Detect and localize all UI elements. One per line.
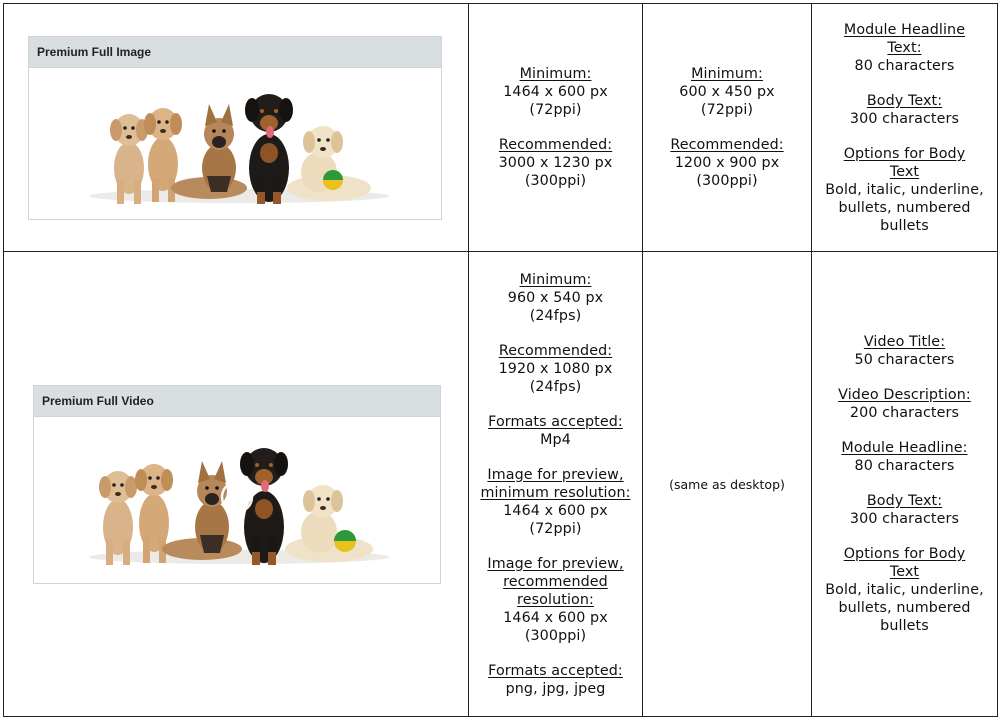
- video-rec-size: 1920 x 1080 px: [498, 360, 613, 377]
- options-line-3: bullets: [880, 217, 929, 234]
- preview-cell: [4, 252, 469, 717]
- module-headline-limit: 80 characters: [854, 458, 955, 474]
- mobile-min-ppi: (72ppi): [700, 102, 754, 118]
- next-row-border: [3, 716, 997, 717]
- desktop-rec-ppi: (300ppi): [524, 173, 587, 189]
- mobile-rec-size: 1200 x 900 px: [674, 155, 780, 171]
- text-spec-cell: [812, 4, 998, 252]
- puppy-1: [110, 114, 148, 204]
- image-formats-label: Formats accepted:: [488, 662, 623, 679]
- preview-title: Premium Full Video: [34, 386, 440, 417]
- options-line-3: bullets: [880, 618, 929, 634]
- video-min-size: 960 x 540 px: [507, 289, 604, 306]
- preview-min-label-2: minimum resolution:: [480, 484, 631, 501]
- body-limit: 300 characters: [849, 110, 960, 127]
- video-min-fps: (24fps): [529, 307, 582, 324]
- video-rec-label: Recommended:: [498, 342, 613, 359]
- mobile-min-size: 600 x 450 px: [679, 84, 775, 100]
- mobile-spec-cell: [643, 4, 812, 252]
- preview-rec-label-2: recommended: [503, 573, 608, 590]
- options-label-2: Text: [889, 564, 920, 580]
- headline-label-2: Text:: [887, 39, 922, 56]
- options-line-2: bullets, numbered: [838, 600, 971, 616]
- headline-limit: 80 characters: [854, 57, 955, 74]
- mobile-same-note: (same as desktop): [669, 476, 785, 492]
- preview-rec-ppi: (300ppi): [524, 627, 587, 644]
- preview-title: Premium Full Image: [29, 37, 441, 68]
- preview-min-ppi: (72ppi): [529, 520, 582, 537]
- puppies-image: [29, 68, 441, 218]
- desktop-min-label: Minimum:: [519, 66, 592, 82]
- options-label-1: Options for Body: [843, 546, 966, 562]
- text-spec-cell: [812, 252, 998, 717]
- video-module-preview: [33, 385, 441, 584]
- video-formats-label: Formats accepted:: [488, 413, 623, 430]
- video-formats-value: Mp4: [540, 431, 571, 448]
- desktop-rec-label: Recommended:: [498, 137, 613, 153]
- image-formats-value: png, jpg, jpeg: [505, 680, 606, 697]
- options-line-1: Bold, italic, underline,: [825, 582, 984, 598]
- desktop-spec-cell: [469, 252, 643, 717]
- body-label: Body Text:: [866, 92, 943, 109]
- preview-rec-size: 1464 x 600 px: [503, 609, 608, 626]
- preview-rec-label-3: resolution:: [517, 591, 594, 608]
- video-title-limit: 50 characters: [854, 352, 955, 368]
- puppies-video-thumbnail: [34, 417, 440, 582]
- desktop-min-ppi: (72ppi): [529, 102, 582, 118]
- options-line-1: Bold, italic, underline,: [825, 181, 984, 198]
- preview-min-label-1: Image for preview,: [487, 466, 624, 483]
- video-min-label: Minimum:: [519, 271, 592, 288]
- video-description-limit: 200 characters: [849, 405, 960, 421]
- body-limit: 300 characters: [849, 511, 960, 527]
- desktop-rec-size: 3000 x 1230 px: [498, 155, 613, 171]
- options-line-2: bullets, numbered: [838, 199, 971, 216]
- preview-cell: [4, 4, 469, 252]
- mobile-rec-ppi: (300ppi): [696, 173, 758, 189]
- mobile-spec-cell: [643, 252, 812, 717]
- body-label: Body Text:: [866, 493, 943, 509]
- module-headline-label: Module Headline:: [841, 440, 968, 456]
- row-premium-full-video: [4, 252, 998, 717]
- video-title-label: Video Title:: [863, 334, 946, 350]
- video-rec-fps: (24fps): [529, 378, 582, 395]
- preview-rec-label-1: Image for preview,: [487, 555, 624, 572]
- puppy-3: [171, 104, 247, 199]
- play-icon: [222, 482, 252, 512]
- options-label-2: Text: [889, 163, 920, 180]
- module-spec-table: [3, 3, 998, 717]
- mobile-min-label: Minimum:: [691, 66, 763, 82]
- desktop-spec-cell: [469, 4, 643, 252]
- puppy-4: [245, 94, 293, 204]
- row-premium-full-image: [4, 4, 998, 252]
- headline-label-1: Module Headline: [843, 21, 966, 38]
- image-module-preview: [28, 36, 442, 220]
- preview-min-size: 1464 x 600 px: [503, 502, 608, 519]
- mobile-rec-label: Recommended:: [670, 137, 784, 153]
- video-description-label: Video Description:: [838, 387, 971, 403]
- options-label-1: Options for Body: [843, 145, 966, 162]
- puppy-5: [287, 126, 371, 201]
- desktop-min-size: 1464 x 600 px: [503, 84, 608, 100]
